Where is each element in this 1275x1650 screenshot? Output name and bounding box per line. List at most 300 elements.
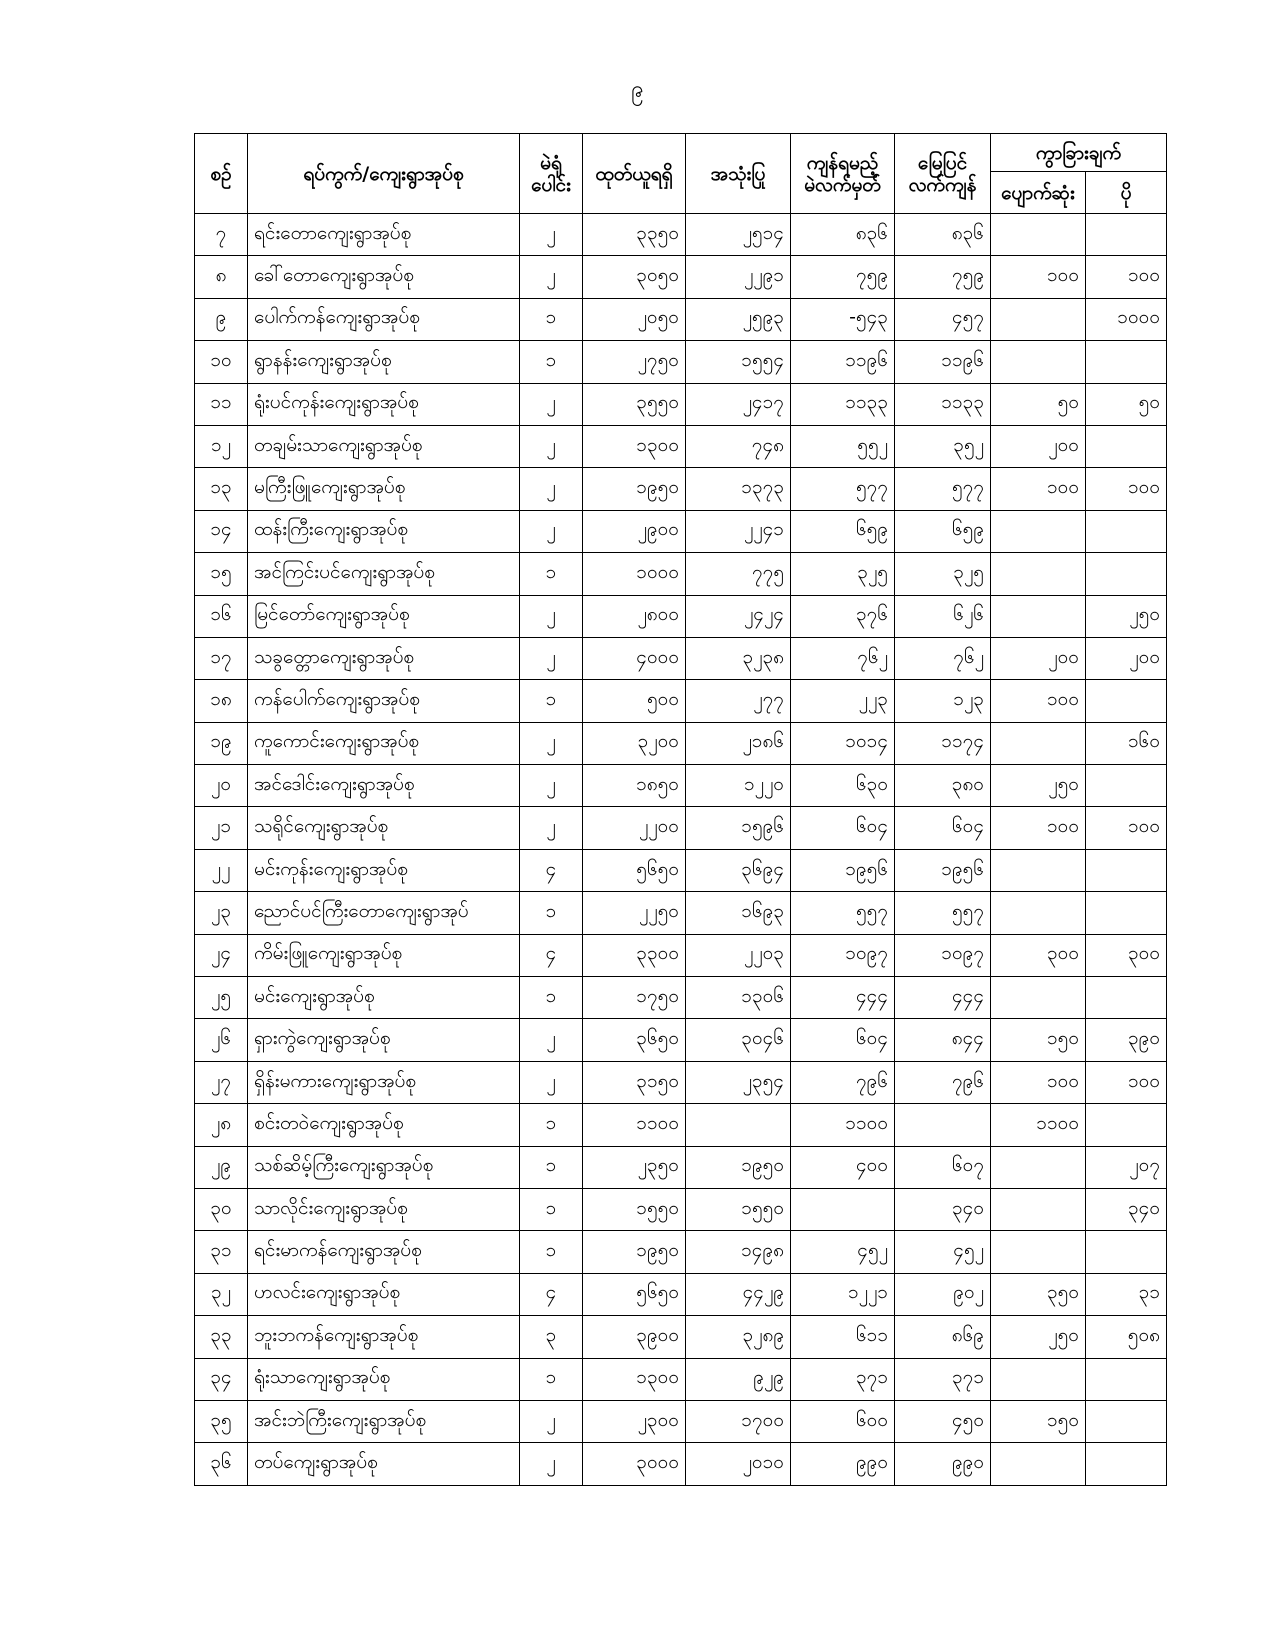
cell-remaining: ၁၀၉၇ [791, 934, 895, 976]
cell-name: အင်းဘဲကြီးကျေးရွာအုပ်စု [248, 1400, 520, 1442]
table-row [195, 383, 1167, 425]
cell-extra [1086, 1104, 1167, 1146]
cell-remaining: ၄၅၂ [791, 1231, 895, 1273]
cell-name: တပ်ကျေးရွာအုပ်စု [248, 1443, 520, 1485]
cell-extra [1086, 765, 1167, 807]
cell-no: ၃၁ [195, 1231, 248, 1273]
cell-remaining: ၆၀၄ [791, 807, 895, 849]
cell-no: ၁၈ [195, 680, 248, 722]
cell-received: ၃၆၅၀ [583, 1019, 686, 1061]
cell-pages: ၂ [520, 1019, 583, 1061]
cell-extra [1086, 1443, 1167, 1485]
cell-actual: ၄၄၄ [895, 977, 991, 1019]
table-row [195, 849, 1167, 891]
cell-no: ၂၃ [195, 892, 248, 934]
cell-remaining: ၆၀၄ [791, 1019, 895, 1061]
cell-no: ၃၀ [195, 1188, 248, 1230]
cell-received: ၁၃၀၀ [583, 425, 686, 467]
cell-lost [991, 892, 1086, 934]
cell-received: ၁၇၅၀ [583, 977, 686, 1019]
cell-remaining: ၇၆၂ [791, 637, 895, 679]
cell-actual: ၃၄၀ [895, 1188, 991, 1230]
cell-pages: ၂ [520, 256, 583, 298]
cell-used: ၁၅၉၆ [686, 807, 791, 849]
cell-lost [991, 977, 1086, 1019]
cell-extra: ၅၀၈ [1086, 1316, 1167, 1358]
cell-name: အင်ဒေါင်းကျေးရွာအုပ်စု [248, 765, 520, 807]
cell-no: ၁၀ [195, 341, 248, 383]
cell-received: ၃၀၅၀ [583, 256, 686, 298]
cell-pages: ၂ [520, 468, 583, 510]
cell-received: ၂၂၀၀ [583, 807, 686, 849]
cell-pages: ၁ [520, 977, 583, 1019]
header-actual-line2: လက်ကျန် [908, 173, 977, 196]
cell-actual: ၇၆၂ [895, 637, 991, 679]
cell-name: ဘူးဘကန်ကျေးရွာအုပ်စု [248, 1316, 520, 1358]
cell-pages: ၂ [520, 765, 583, 807]
cell-pages: ၂ [520, 807, 583, 849]
cell-extra [1086, 680, 1167, 722]
cell-name: သစ်ဆိမ့်ကြီးကျေးရွာအုပ်စု [248, 1146, 520, 1188]
cell-lost: ၁၅၀ [991, 1400, 1086, 1442]
cell-received: ၁၁၀၀ [583, 1104, 686, 1146]
cell-name: ရုံးပင်ကုန်းကျေးရွာအုပ်စု [248, 383, 520, 425]
cell-lost: ၂၀၀ [991, 637, 1086, 679]
cell-actual: ၇၉၆ [895, 1061, 991, 1103]
table-row [195, 1316, 1167, 1358]
cell-remaining: ၄၀၀ [791, 1146, 895, 1188]
cell-lost [991, 510, 1086, 552]
cell-pages: ၁ [520, 1231, 583, 1273]
cell-pages: ၁ [520, 298, 583, 340]
header-remaining [791, 134, 895, 214]
cell-extra: ၁၀၀ [1086, 468, 1167, 510]
cell-actual: ၁၉၅၆ [895, 849, 991, 891]
cell-lost [991, 722, 1086, 764]
cell-used: ၂၁၈၆ [686, 722, 791, 764]
cell-extra [1086, 849, 1167, 891]
cell-remaining: ၁၁၃၃ [791, 383, 895, 425]
cell-used: ၁၅၅၀ [686, 1188, 791, 1230]
cell-extra: ၃၀၀ [1086, 934, 1167, 976]
cell-received: ၁၃၀၀ [583, 1358, 686, 1400]
cell-used: ၁၂၂၀ [686, 765, 791, 807]
cell-received: ၅၆၅၀ [583, 1273, 686, 1315]
cell-received: ၃၃၀၀ [583, 934, 686, 976]
cell-no: ၂၂ [195, 849, 248, 891]
table-row [195, 934, 1167, 976]
cell-actual: ၄၅၂ [895, 1231, 991, 1273]
header-used: အသုံးပြု [686, 134, 791, 214]
cell-no: ၁၉ [195, 722, 248, 764]
cell-used [686, 1104, 791, 1146]
cell-received: ၁၀၀၀ [583, 553, 686, 595]
header-pages-line1: မဲရုံ [540, 151, 562, 174]
cell-used: ၂၂၄၁ [686, 510, 791, 552]
cell-lost [991, 1443, 1086, 1485]
cell-pages: ၄ [520, 934, 583, 976]
cell-extra [1086, 425, 1167, 467]
cell-lost: ၁၅၀ [991, 1019, 1086, 1061]
header-pages [520, 134, 583, 214]
header-name: ရပ်ကွက်/ကျေးရွာအုပ်စု [248, 134, 520, 214]
table-row [195, 1104, 1167, 1146]
cell-used: ၂၀၁၀ [686, 1443, 791, 1485]
cell-lost: ၁၀၀ [991, 468, 1086, 510]
cell-remaining: ၇၉၆ [791, 1061, 895, 1103]
cell-name: ရှိန်းမကားကျေးရွာအုပ်စု [248, 1061, 520, 1103]
cell-name: အင်ကြင်းပင်ကျေးရွာအုပ်စု [248, 553, 520, 595]
cell-received: ၄၀၀၀ [583, 637, 686, 679]
cell-lost: ၃၅၀ [991, 1273, 1086, 1315]
table-row [195, 807, 1167, 849]
cell-remaining: ၉၉၀ [791, 1443, 895, 1485]
cell-name: ရင်းတောကျေးရွာအုပ်စု [248, 214, 520, 256]
cell-no: ၂၅ [195, 977, 248, 1019]
cell-lost [991, 1231, 1086, 1273]
cell-lost: ၁၀၀ [991, 256, 1086, 298]
cell-name: ရွာနန်းကျေးရွာအုပ်စု [248, 341, 520, 383]
cell-pages: ၁ [520, 1104, 583, 1146]
cell-used: ၂၂၉၁ [686, 256, 791, 298]
cell-remaining: ၂၂၃ [791, 680, 895, 722]
cell-extra [1086, 977, 1167, 1019]
cell-used: ၃၂၈၉ [686, 1316, 791, 1358]
cell-remaining: ၃၂၅ [791, 553, 895, 595]
cell-lost [991, 849, 1086, 891]
cell-actual: ၁၀၉၇ [895, 934, 991, 976]
cell-no: ၇ [195, 214, 248, 256]
cell-received: ၂၇၅၀ [583, 341, 686, 383]
header-remaining-line2: မဲလက်မှတ် [804, 173, 881, 196]
header-pages-line2: ပေါင်း [531, 173, 571, 196]
cell-used: ၂၅၉၃ [686, 298, 791, 340]
cell-used: ၂၅၁၄ [686, 214, 791, 256]
cell-remaining: -၅၄၃ [791, 298, 895, 340]
cell-remaining: ၁၁၉၆ [791, 341, 895, 383]
cell-name: ကန်ပေါက်ကျေးရွာအုပ်စု [248, 680, 520, 722]
cell-received: ၃၉၀၀ [583, 1316, 686, 1358]
cell-name: ထန်းကြီးကျေးရွာအုပ်စု [248, 510, 520, 552]
cell-remaining: ၆၁၁ [791, 1316, 895, 1358]
cell-extra: ၂၅၀ [1086, 595, 1167, 637]
cell-pages: ၂ [520, 722, 583, 764]
cell-extra [1086, 1231, 1167, 1273]
table-row [195, 637, 1167, 679]
cell-pages: ၂ [520, 425, 583, 467]
table-row [195, 553, 1167, 595]
cell-extra [1086, 214, 1167, 256]
cell-received: ၂၂၅၀ [583, 892, 686, 934]
header-lost: ပျောက်ဆုံး [991, 172, 1086, 214]
cell-lost: ၁၁၀၀ [991, 1104, 1086, 1146]
cell-pages: ၁ [520, 1146, 583, 1188]
cell-remaining [791, 1188, 895, 1230]
cell-name: သာလိုင်းကျေးရွာအုပ်စု [248, 1188, 520, 1230]
cell-actual: ၁၂၃ [895, 680, 991, 722]
table-row [195, 298, 1167, 340]
header-extra: ပို [1086, 172, 1167, 214]
table-row [195, 595, 1167, 637]
table-row [195, 1061, 1167, 1103]
table-row [195, 256, 1167, 298]
cell-used: ၁၇၀၀ [686, 1400, 791, 1442]
table-body [195, 214, 1167, 1486]
cell-actual: ၁၁၃၃ [895, 383, 991, 425]
cell-received: ၂၃၅၀ [583, 1146, 686, 1188]
cell-actual: ၆၅၉ [895, 510, 991, 552]
cell-name: မင်းကုန်းကျေးရွာအုပ်စု [248, 849, 520, 891]
cell-no: ၂၁ [195, 807, 248, 849]
cell-name: မင်းကျေးရွာအုပ်စု [248, 977, 520, 1019]
cell-extra: ၁၆၀ [1086, 722, 1167, 764]
cell-received: ၁၈၅၀ [583, 765, 686, 807]
cell-actual: ၃၅၂ [895, 425, 991, 467]
cell-name: ညောင်ပင်ကြီးတောကျေးရွာအုပ် [248, 892, 520, 934]
table-row [195, 1443, 1167, 1485]
cell-name: သခွတ္တောကျေးရွာအုပ်စု [248, 637, 520, 679]
cell-received: ၃၃၅၀ [583, 214, 686, 256]
cell-actual: ၁၁၉၆ [895, 341, 991, 383]
cell-extra [1086, 510, 1167, 552]
table-row [195, 1146, 1167, 1188]
table-row [195, 1188, 1167, 1230]
cell-pages: ၂ [520, 510, 583, 552]
cell-no: ၂၆ [195, 1019, 248, 1061]
cell-name: ကိမ်းဖြူကျေးရွာအုပ်စု [248, 934, 520, 976]
cell-used: ၃၆၉၄ [686, 849, 791, 891]
table-row [195, 765, 1167, 807]
cell-extra: ၂၀၀ [1086, 637, 1167, 679]
cell-pages: ၁ [520, 341, 583, 383]
cell-received: ၅၆၅၀ [583, 849, 686, 891]
cell-no: ၃၄ [195, 1358, 248, 1400]
cell-pages: ၁ [520, 892, 583, 934]
cell-received: ၁၉၅၀ [583, 1231, 686, 1273]
cell-actual: ၉၀၂ [895, 1273, 991, 1315]
cell-used: ၁၆၉၃ [686, 892, 791, 934]
cell-used: ၂၂၀၃ [686, 934, 791, 976]
cell-used: ၂၃၅၄ [686, 1061, 791, 1103]
cell-used: ၄၄၂၉ [686, 1273, 791, 1315]
cell-actual: ၇၅၉ [895, 256, 991, 298]
cell-remaining: ၅၇၇ [791, 468, 895, 510]
cell-lost: ၂၀၀ [991, 425, 1086, 467]
table-row [195, 1358, 1167, 1400]
cell-name: သရိုင်ကျေးရွာအုပ်စု [248, 807, 520, 849]
cell-extra [1086, 1358, 1167, 1400]
cell-no: ၁၆ [195, 595, 248, 637]
cell-extra: ၁၀၀ [1086, 256, 1167, 298]
cell-received: ၂၉၀၀ [583, 510, 686, 552]
cell-remaining: ၁၀၁၄ [791, 722, 895, 764]
cell-actual: ၆၂၆ [895, 595, 991, 637]
table-row [195, 214, 1167, 256]
cell-received: ၁၅၅၀ [583, 1188, 686, 1230]
cell-remaining: ၄၄၄ [791, 977, 895, 1019]
cell-actual: ၃၇၁ [895, 1358, 991, 1400]
cell-actual: ၈၃၆ [895, 214, 991, 256]
cell-no: ၃၂ [195, 1273, 248, 1315]
table-row [195, 510, 1167, 552]
cell-extra: ၃၁ [1086, 1273, 1167, 1315]
cell-extra: ၅၀ [1086, 383, 1167, 425]
cell-received: ၃၅၅၀ [583, 383, 686, 425]
cell-lost: ၁၀၀ [991, 680, 1086, 722]
cell-no: ၈ [195, 256, 248, 298]
cell-lost: ၁၀၀ [991, 1061, 1086, 1103]
table-row [195, 1019, 1167, 1061]
header-difference: ကွာခြားချက် [991, 134, 1167, 172]
cell-extra: ၁၀၀၀ [1086, 298, 1167, 340]
cell-no: ၁၂ [195, 425, 248, 467]
table-header [195, 134, 1167, 214]
cell-lost [991, 298, 1086, 340]
cell-name: ဟလင်းကျေးရွာအုပ်စု [248, 1273, 520, 1315]
cell-no: ၂၄ [195, 934, 248, 976]
cell-extra: ၂၀၇ [1086, 1146, 1167, 1188]
cell-pages: ၂ [520, 637, 583, 679]
cell-actual: ၆၀၄ [895, 807, 991, 849]
table-row [195, 341, 1167, 383]
cell-remaining: ၃၇၁ [791, 1358, 895, 1400]
cell-remaining: ၁၂၂၁ [791, 1273, 895, 1315]
cell-actual: ၈၆၉ [895, 1316, 991, 1358]
cell-no: ၁၄ [195, 510, 248, 552]
cell-extra [1086, 341, 1167, 383]
cell-no: ၃၆ [195, 1443, 248, 1485]
cell-used: ၂၄၂၄ [686, 595, 791, 637]
table-row [195, 892, 1167, 934]
cell-name: ကူကောင်းကျေးရွာအုပ်စု [248, 722, 520, 764]
table-row [195, 722, 1167, 764]
cell-lost: ၂၅၀ [991, 1316, 1086, 1358]
cell-extra: ၁၀၀ [1086, 807, 1167, 849]
cell-name: ရှားကွဲကျေးရွာအုပ်စု [248, 1019, 520, 1061]
cell-no: ၁၁ [195, 383, 248, 425]
cell-remaining: ၆၀၀ [791, 1400, 895, 1442]
table-row [195, 425, 1167, 467]
ballot-summary-table [194, 133, 1167, 1486]
cell-pages: ၂ [520, 214, 583, 256]
cell-no: ၃၅ [195, 1400, 248, 1442]
cell-pages: ၂ [520, 383, 583, 425]
cell-received: ၂၀၅၀ [583, 298, 686, 340]
cell-name: ရုံးသာကျေးရွာအုပ်စု [248, 1358, 520, 1400]
cell-used: ၁၄၉၈ [686, 1231, 791, 1273]
cell-used: ၁၅၅၄ [686, 341, 791, 383]
cell-used: ၃၀၄၆ [686, 1019, 791, 1061]
cell-remaining: ၁၉၅၆ [791, 849, 895, 891]
cell-lost: ၃၀၀ [991, 934, 1086, 976]
cell-pages: ၄ [520, 849, 583, 891]
cell-extra [1086, 1400, 1167, 1442]
cell-lost [991, 341, 1086, 383]
cell-lost [991, 553, 1086, 595]
cell-pages: ၁ [520, 680, 583, 722]
cell-remaining: ၇၅၉ [791, 256, 895, 298]
cell-actual: ၄၅၇ [895, 298, 991, 340]
cell-remaining: ၁၁၀၀ [791, 1104, 895, 1146]
cell-no: ၉ [195, 298, 248, 340]
cell-pages: ၁ [520, 1358, 583, 1400]
cell-name: မြင်တော်ကျေးရွာအုပ်စု [248, 595, 520, 637]
cell-lost [991, 214, 1086, 256]
cell-actual: ၅၅၇ [895, 892, 991, 934]
cell-used: ၁၃၀၆ [686, 977, 791, 1019]
cell-no: ၂၉ [195, 1146, 248, 1188]
cell-used: ၂၇၇ [686, 680, 791, 722]
cell-name: တချမ်းသာကျေးရွာအုပ်စု [248, 425, 520, 467]
cell-received: ၂၈၀၀ [583, 595, 686, 637]
cell-no: ၂၈ [195, 1104, 248, 1146]
cell-pages: ၁ [520, 553, 583, 595]
cell-received: ၃၁၅၀ [583, 1061, 686, 1103]
cell-used: ၉၂၉ [686, 1358, 791, 1400]
header-actual [895, 134, 991, 214]
header-received: ထုတ်ယူရရှိ [583, 134, 686, 214]
cell-lost [991, 1358, 1086, 1400]
cell-no: ၁၇ [195, 637, 248, 679]
cell-used: ၇၄၈ [686, 425, 791, 467]
cell-no: ၂၇ [195, 1061, 248, 1103]
cell-pages: ၂ [520, 595, 583, 637]
cell-lost [991, 1146, 1086, 1188]
cell-name: ပေါက်ကန်ကျေးရွာအုပ်စု [248, 298, 520, 340]
table-row [195, 1273, 1167, 1315]
cell-pages: ၃ [520, 1316, 583, 1358]
cell-actual: ၅၇၇ [895, 468, 991, 510]
cell-no: ၃၃ [195, 1316, 248, 1358]
cell-no: ၂၀ [195, 765, 248, 807]
cell-lost [991, 1188, 1086, 1230]
cell-actual: ၆၀၇ [895, 1146, 991, 1188]
table-row [195, 468, 1167, 510]
cell-received: ၂၃၀၀ [583, 1400, 686, 1442]
header-no: စဉ် [195, 134, 248, 214]
cell-extra [1086, 553, 1167, 595]
cell-remaining: ၈၃၆ [791, 214, 895, 256]
cell-name: ခေါ်တောကျေးရွာအုပ်စု [248, 256, 520, 298]
cell-actual [895, 1104, 991, 1146]
cell-used: ၁၃၇၃ [686, 468, 791, 510]
table-row [195, 1400, 1167, 1442]
cell-extra: ၃၉၀ [1086, 1019, 1167, 1061]
cell-remaining: ၆၃၀ [791, 765, 895, 807]
cell-lost: ၂၅၀ [991, 765, 1086, 807]
table-row [195, 1231, 1167, 1273]
cell-received: ၅၀၀ [583, 680, 686, 722]
cell-remaining: ၅၅၇ [791, 892, 895, 934]
cell-no: ၁၃ [195, 468, 248, 510]
cell-pages: ၂ [520, 1400, 583, 1442]
cell-name: ရင်းမာကန်ကျေးရွာအုပ်စု [248, 1231, 520, 1273]
cell-used: ၇၇၅ [686, 553, 791, 595]
cell-used: ၁၉၅၀ [686, 1146, 791, 1188]
cell-actual: ၃၈၀ [895, 765, 991, 807]
cell-actual: ၃၂၅ [895, 553, 991, 595]
cell-extra [1086, 892, 1167, 934]
cell-pages: ၂ [520, 1443, 583, 1485]
cell-lost: ၅၀ [991, 383, 1086, 425]
cell-actual: ၉၉၀ [895, 1443, 991, 1485]
cell-pages: ၁ [520, 1188, 583, 1230]
cell-remaining: ၃၇၆ [791, 595, 895, 637]
header-actual-line1: မြေပြင် [917, 151, 968, 174]
cell-used: ၂၄၁၇ [686, 383, 791, 425]
cell-pages: ၂ [520, 1061, 583, 1103]
cell-lost [991, 595, 1086, 637]
